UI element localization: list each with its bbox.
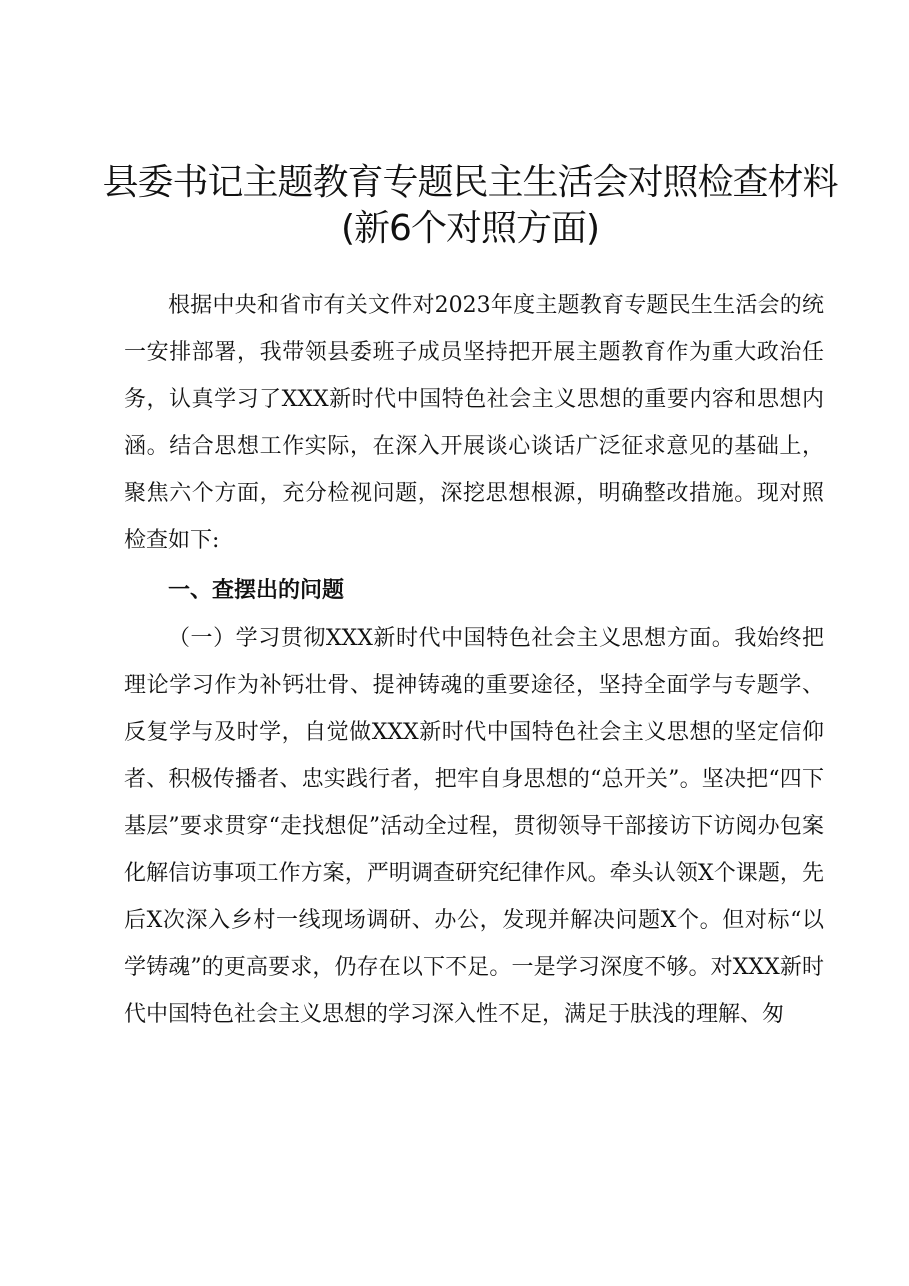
document-subtitle: (新6个对照方面) <box>341 208 599 249</box>
intro-paragraph: 根据中央和省市有关文件对2023年度主题教育专题民生生活会的统一安排部署，我带领县委班子成员坚持把开展主题教育作为重大政治任务，认真学习了XXX新时代中国特色社会主义思想的重要内容和思想内涵。结合思想工作实际，在深入开展谈心谈话广泛征求意见的基础上，聚焦六个方面，充分检视问题，深挖思想根源，明确整改措施。现对照检查如下: <box>124 293 824 553</box>
section-heading: 一、查摆出的问题 <box>168 578 345 603</box>
document-title: 县委书记主题教育专题民主生活会对照检查材料 <box>102 162 838 203</box>
section-paragraph: （一）学习贯彻XXX新时代中国特色社会主义思想方面。我始终把理论学习作为补钙壮骨、提神铸魂的重要途径，坚持全面学与专题学、反复学与及时学，自觉做XXX新时代中国特色社会主义思想的坚定信仰者、积极传播者、忠实践行者，把牢自身思想的“总开关”。坚决把“四下基层”要求贯穿“走找想促”活动全过程，贯彻领导干部接访下访阅办包案化解信访事项工作方案，严明调查研究纪律作风。牵头认领X个课题，先后X次深入乡村一线现场调研、办公，发现并解决问题X个。但对标“以学铸魂”的更高要求，仍存在以下不足。一是学习深度不够。对XXX新时代中国特色社会主义思想的学习深入性不足，满足于肤浅的理解、匆 <box>124 626 824 1027</box>
